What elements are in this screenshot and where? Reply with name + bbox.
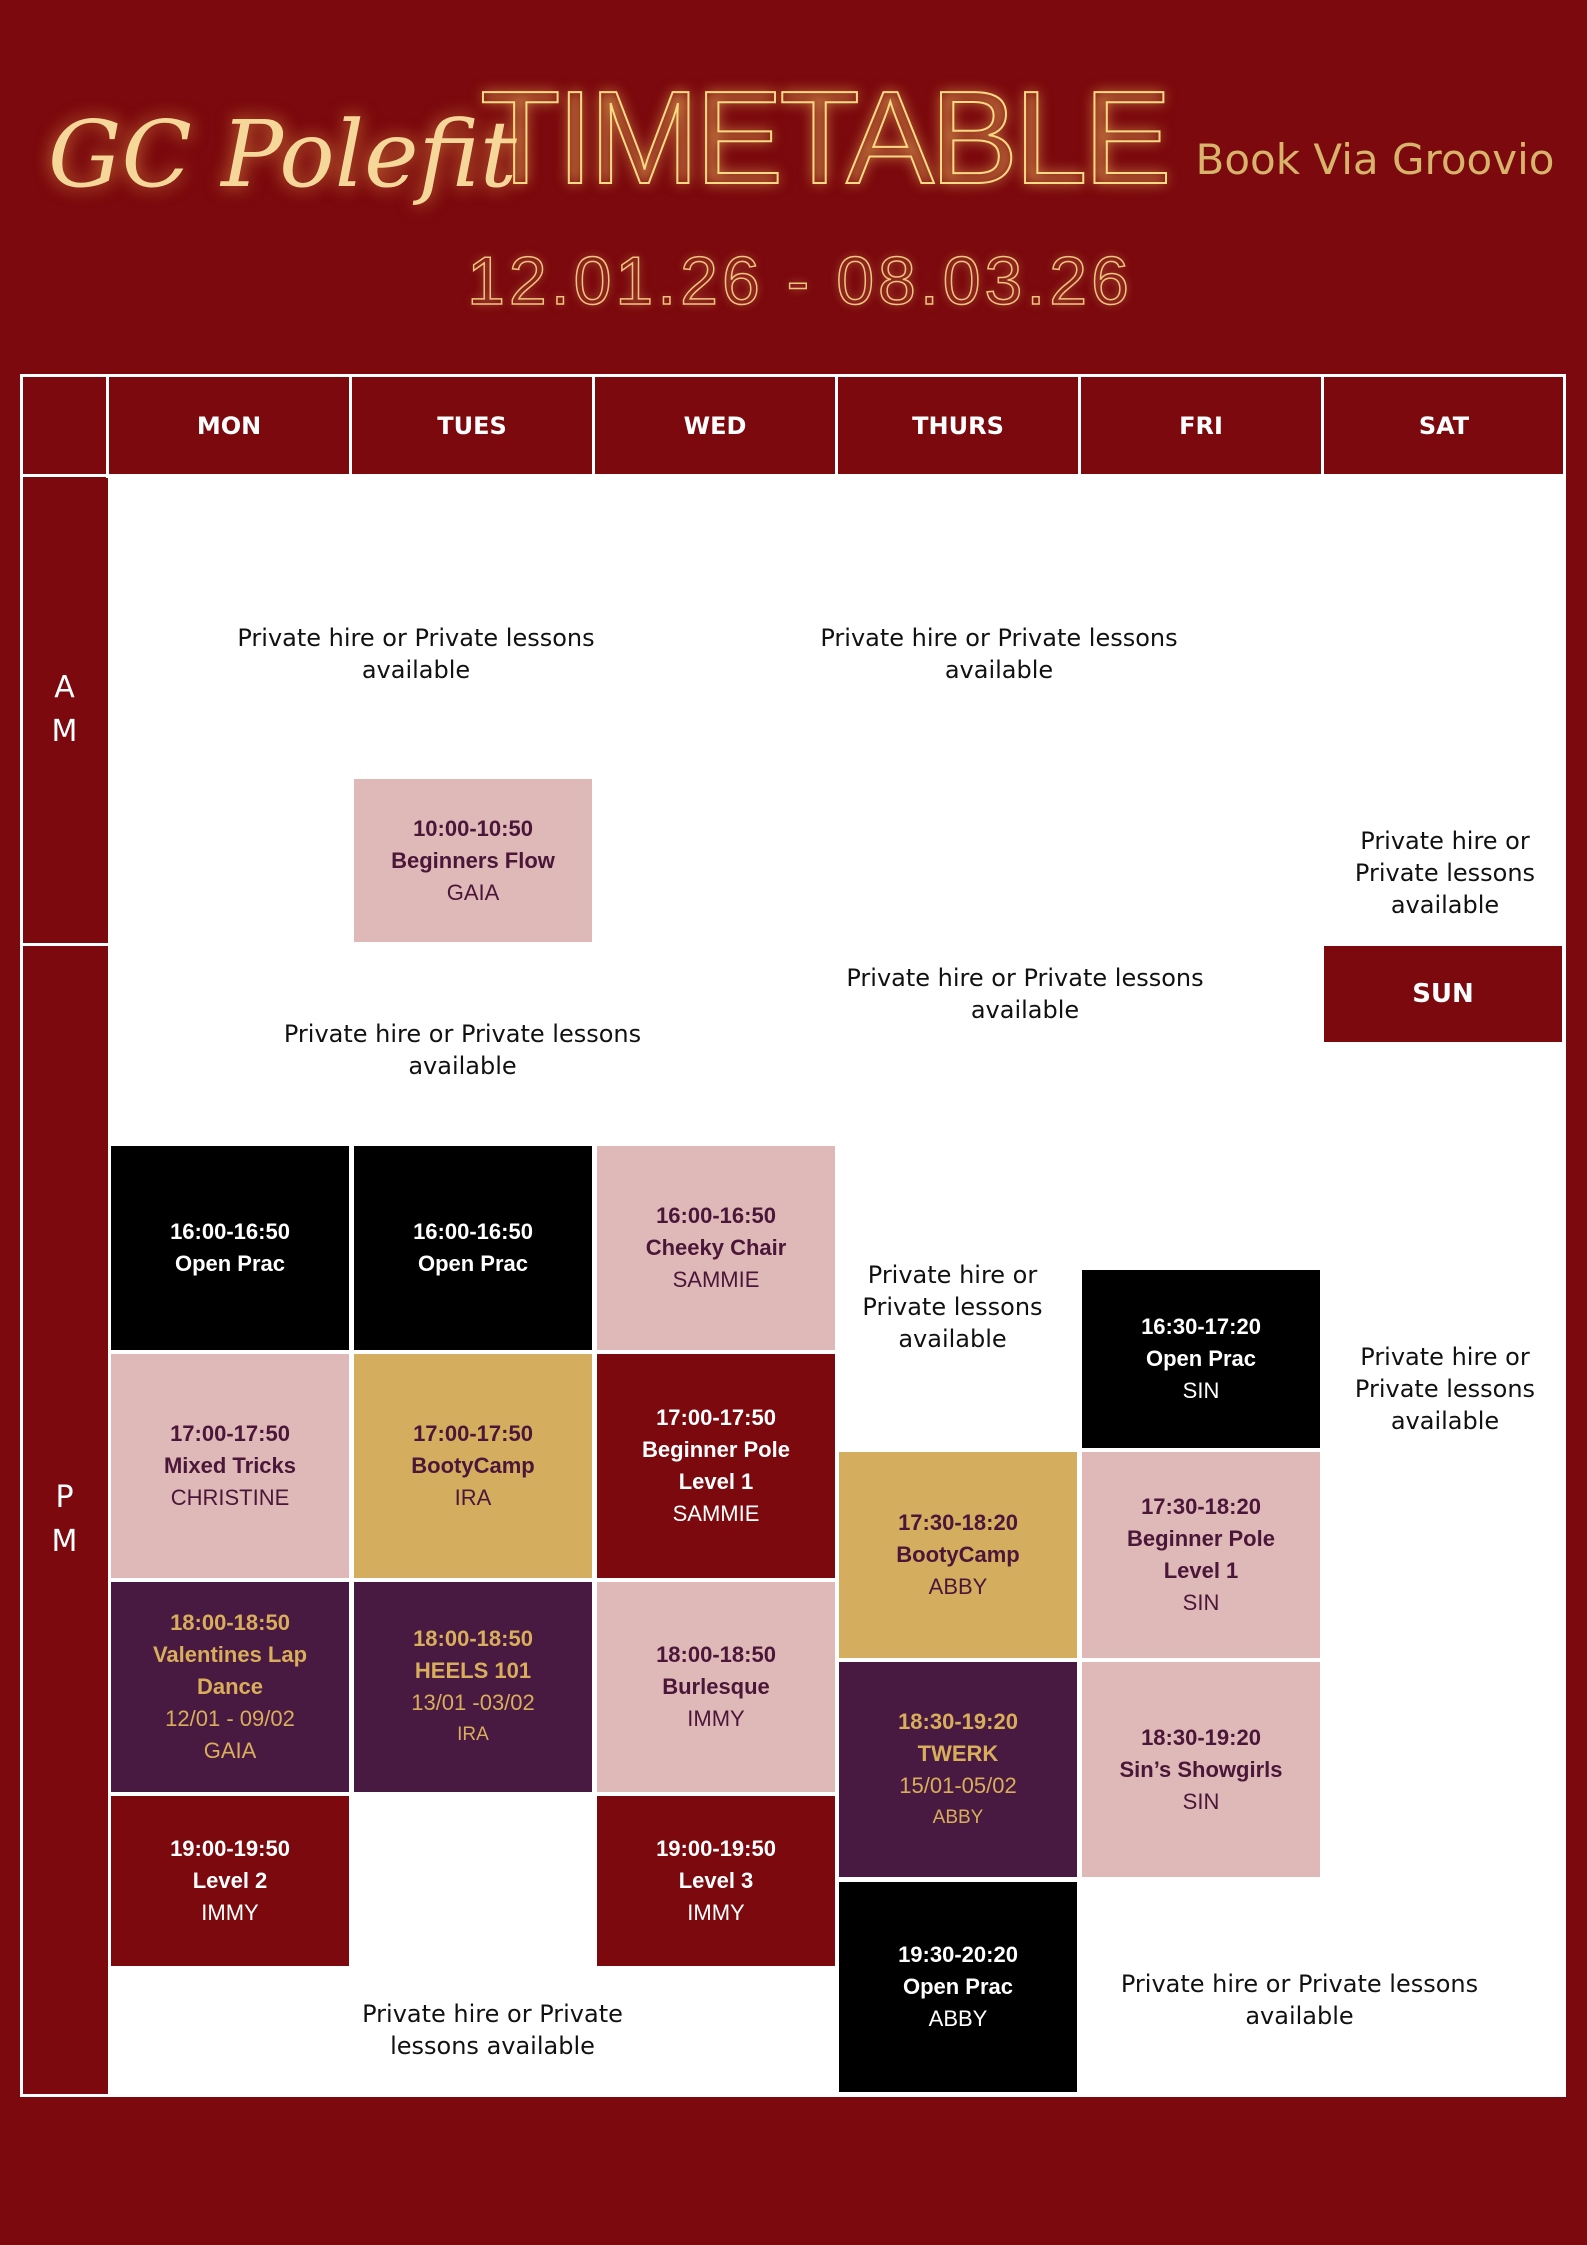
availability-note-pm-sat: Private hire or Private lessons available	[1354, 1343, 1536, 1435]
instructor-name: SAMMIE	[672, 1501, 760, 1526]
pm-label: P M	[51, 1480, 78, 1559]
class-time: 17:00-17:50	[170, 1421, 290, 1446]
class-name: BootyCamp	[896, 1542, 1020, 1567]
class-mon-17-00-mixed-tricks[interactable]	[111, 1354, 349, 1578]
class-time: 16:30-17:20	[1141, 1314, 1261, 1339]
class-name: Valentines Lap Dance	[152, 1642, 308, 1699]
day-header-wed: WED	[683, 411, 747, 440]
day-header-sat: SAT	[1418, 411, 1470, 440]
class-fri-16-30-open-prac[interactable]	[1082, 1270, 1320, 1448]
class-wed-18-00-burlesque[interactable]	[597, 1582, 835, 1792]
date-range: 12.01.26 - 08.03.26	[467, 243, 1133, 319]
instructor-name: GAIA	[446, 879, 500, 905]
class-name: Open Prac	[902, 1974, 1014, 1999]
class-name: Burlesque	[662, 1674, 770, 1699]
course-dates: 15/01-05/02	[899, 1772, 1017, 1798]
instructor-name: IMMY	[687, 1706, 745, 1731]
class-name: Beginners Flow	[391, 847, 555, 873]
class-time: 18:30-19:20	[1141, 1724, 1261, 1750]
availability-note-pm-tues: Private hire or Private lessons available	[283, 1020, 642, 1080]
course-dates: 13/01 -03/02	[411, 1690, 535, 1715]
class-fri-18-30-sins-showgirls[interactable]	[1082, 1662, 1320, 1877]
class-name: Sin’s Showgirls	[1119, 1756, 1283, 1782]
class-name: BootyCamp	[411, 1453, 535, 1478]
instructor-name: IRA	[454, 1485, 492, 1510]
studio-logo-title: GC Polefit	[48, 101, 517, 208]
class-mon-19-00-level-2[interactable]	[111, 1796, 349, 1966]
instructor-name: CHRISTINE	[170, 1485, 290, 1510]
class-time: 17:30-18:20	[898, 1510, 1018, 1535]
class-time: 17:30-18:20	[1141, 1494, 1261, 1519]
class-tues-10-00-beginners-flow[interactable]	[354, 779, 592, 942]
availability-note-pm-thurs: Private hire or Private lessons available	[862, 1261, 1043, 1353]
class-time: 17:00-17:50	[656, 1405, 776, 1430]
class-name: TWERK	[917, 1740, 999, 1766]
day-header-thurs: THURS	[912, 411, 1004, 440]
class-time: 16:00-16:50	[413, 1219, 533, 1244]
sun-day-header: SUN	[1324, 946, 1562, 1042]
booking-link[interactable]: Book Via Groovio	[1195, 135, 1555, 184]
class-time: 16:00-16:50	[170, 1219, 290, 1244]
instructor-name: SIN	[1182, 1378, 1220, 1403]
class-fri-17-30-beginner-pole-level-1[interactable]	[1082, 1452, 1320, 1658]
availability-note-am-sat: Private hire or Private lessons available	[1354, 827, 1536, 919]
class-time: 17:00-17:50	[413, 1421, 533, 1446]
day-header-fri: FRI	[1179, 411, 1223, 440]
day-header-mon: MON	[196, 411, 262, 440]
header-bottom-divider	[20, 474, 1566, 477]
class-name: Beginner Pole Level 1	[642, 1437, 790, 1494]
instructor-name: ABBY	[928, 1574, 988, 1599]
instructor-name: SAMMIE	[672, 1267, 760, 1292]
instructor-name: IRA	[457, 1724, 489, 1745]
instructor-name: ABBY	[928, 2006, 988, 2031]
am-label: A M	[51, 670, 78, 749]
instructor-name: SIN	[1182, 1788, 1220, 1814]
class-name: Open Prac	[1145, 1346, 1257, 1371]
instructor-name: SIN	[1182, 1590, 1220, 1615]
class-time: 18:30-19:20	[898, 1708, 1018, 1734]
class-thurs-19-30-open-prac[interactable]	[839, 1882, 1077, 2092]
class-name: Level 3	[678, 1868, 754, 1893]
class-tues-16-00-open-prac[interactable]	[354, 1146, 592, 1350]
timetable-title: TIMETABLE	[480, 64, 1168, 211]
class-wed-17-00-beginner-pole-level-1[interactable]	[597, 1354, 835, 1578]
instructor-name: IMMY	[201, 1900, 259, 1925]
class-tues-18-00-heels-101[interactable]	[354, 1582, 592, 1792]
class-wed-19-00-level-3[interactable]	[597, 1796, 835, 1966]
class-mon-18-00-valentines-lap-dance[interactable]	[111, 1582, 349, 1792]
class-name: HEELS 101	[414, 1658, 532, 1683]
day-header-tues: TUES	[437, 411, 507, 440]
instructor-name: ABBY	[932, 1806, 984, 1828]
class-time: 19:30-20:20	[898, 1942, 1018, 1967]
class-time: 16:00-16:50	[656, 1203, 776, 1228]
class-tues-17-00-bootycamp[interactable]	[354, 1354, 592, 1578]
class-time: 18:00-18:50	[413, 1626, 533, 1651]
availability-note-am-mon-tues: Private hire or Private lessons available	[237, 624, 595, 684]
class-wed-16-00-cheeky-chair[interactable]	[597, 1146, 835, 1350]
class-name: Open Prac	[174, 1251, 286, 1276]
class-name: Cheeky Chair	[645, 1235, 787, 1260]
class-time: 19:00-19:50	[656, 1836, 776, 1861]
class-time: 18:00-18:50	[656, 1642, 776, 1667]
instructor-name: IMMY	[687, 1900, 745, 1925]
class-name: Mixed Tricks	[163, 1453, 297, 1478]
class-time: 18:00-18:50	[170, 1610, 290, 1635]
class-name: Beginner Pole Level 1	[1127, 1526, 1275, 1583]
class-thurs-18-30-twerk[interactable]	[839, 1662, 1077, 1877]
availability-note-late-tues: Private hire or Private lessons available	[362, 2000, 623, 2060]
class-name: Level 2	[192, 1868, 268, 1893]
availability-note-pm-thurs-fri: Private hire or Private lessons available	[846, 964, 1204, 1024]
instructor-name: GAIA	[203, 1738, 257, 1763]
availability-note-late-fri-sat: Private hire or Private lessons available	[1120, 1970, 1479, 2030]
class-time: 19:00-19:50	[170, 1836, 290, 1861]
availability-note-am-thurs-fri: Private hire or Private lessons available	[820, 624, 1178, 684]
class-mon-16-00-open-prac[interactable]	[111, 1146, 349, 1350]
course-dates: 12/01 - 09/02	[165, 1706, 295, 1731]
class-time: 10:00-10:50	[413, 815, 533, 841]
class-thurs-17-30-bootycamp[interactable]	[839, 1452, 1077, 1658]
class-name: Open Prac	[417, 1251, 529, 1276]
